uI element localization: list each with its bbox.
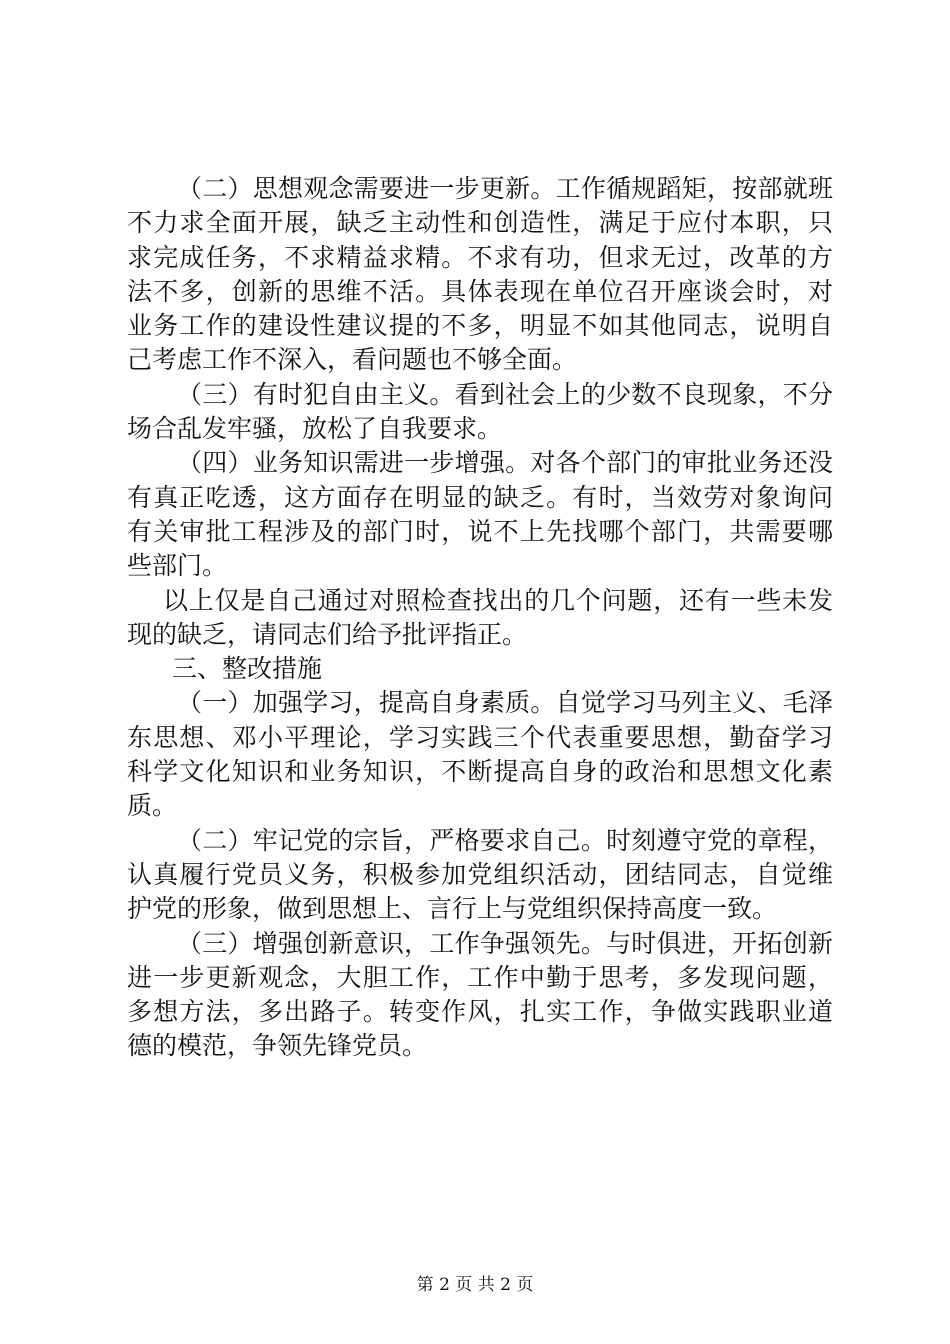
- paragraph-line: （四）业务知识需进一步增强。对各个部门的审批业务还没: [177, 448, 833, 478]
- section-heading: 三、整改措施: [172, 654, 323, 684]
- paragraph-line: 己考虑工作不深入，看问题也不够全面。: [127, 345, 578, 375]
- paragraph-line: 认真履行党员义务，积极参加党组织活动，团结同志，自觉维: [127, 859, 833, 889]
- paragraph-line: （二）思想观念需要进一步更新。工作循规蹈矩，按部就班: [177, 174, 833, 203]
- paragraph-line: 求完成任务，不求精益求精。不求有功，但求无过，改革的方: [127, 242, 833, 272]
- paragraph-line: （三）增强创新意识，工作争强领先。与时俱进，开拓创新: [177, 928, 833, 958]
- paragraph-line: 法不多，创新的思维不活。具体表现在单位召开座谈会时，对: [127, 276, 833, 306]
- paragraph-line: （一）加强学习，提高自身素质。自觉学习马列主义、毛泽: [177, 688, 833, 718]
- paragraph-line: 进一步更新观念，大胆工作，工作中勤于思考，多发现问题，: [127, 962, 833, 992]
- page-number-footer: 第 2 页 共 2 页: [416, 1275, 534, 1295]
- paragraph-line: 多想方法，多出路子。转变作风，扎实工作，争做实践职业道: [127, 997, 833, 1027]
- paragraph-line: 不力求全面开展，缺乏主动性和创造性，满足于应付本职，只: [127, 208, 833, 238]
- paragraph-line: （二）牢记党的宗旨，严格要求自己。时刻遵守党的章程，: [177, 825, 833, 855]
- paragraph-line: 科学文化知识和业务知识，不断提高自身的政治和思想文化素: [127, 757, 833, 787]
- paragraph-line: 些部门。: [127, 551, 228, 581]
- paragraph-line: 业务工作的建设性建议提的不多，明显不如其他同志，说明自: [127, 311, 833, 341]
- paragraph-line: 东思想、邓小平理论，学习实践三个代表重要思想，勤奋学习: [127, 722, 833, 752]
- paragraph-line: 有真正吃透，这方面存在明显的缺乏。有时，当效劳对象询问: [127, 482, 833, 512]
- paragraph-line: 德的模范，争领先锋党员。: [127, 1031, 428, 1061]
- paragraph-line: 有关审批工程涉及的部门时，说不上先找哪个部门，共需要哪: [127, 516, 833, 546]
- paragraph-line: 质。: [127, 791, 178, 821]
- paragraph-line: 以上仅是自己通过对照检查找出的几个问题，还有一些未发: [163, 585, 833, 615]
- paragraph-line: （三）有时犯自由主义。看到社会上的少数不良现象，不分: [177, 379, 833, 409]
- paragraph-line: 现的缺乏，请同志们给予批评指正。: [127, 619, 528, 649]
- paragraph-line: 护党的形象，做到思想上、言行上与党组织保持高度一致。: [127, 894, 778, 924]
- document-body: [127, 172, 833, 1064]
- paragraph-line: 场合乱发牢骚，放松了自我要求。: [127, 414, 503, 444]
